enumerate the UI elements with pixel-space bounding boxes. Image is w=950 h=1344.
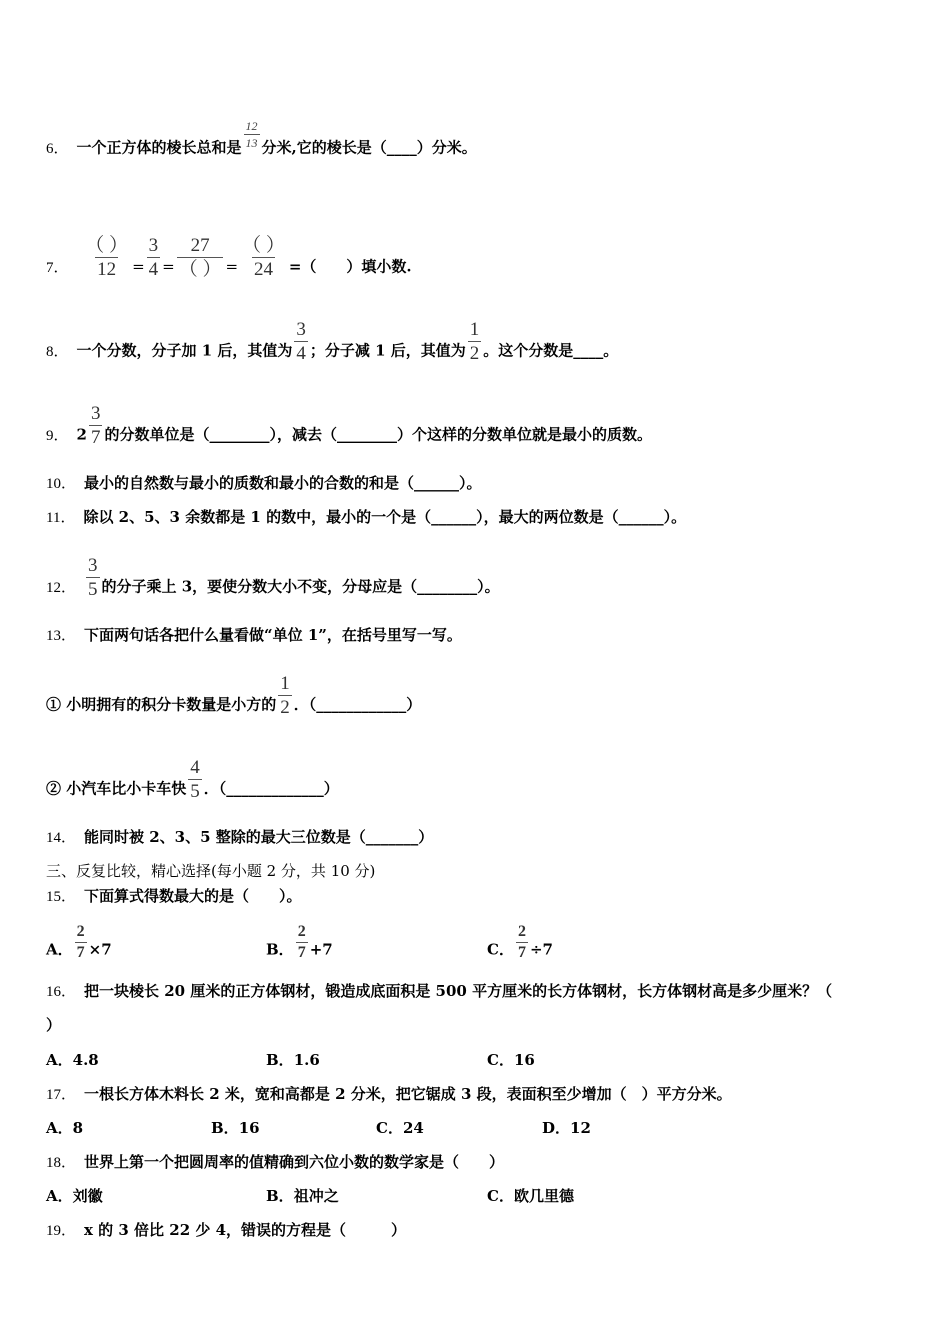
option-b[interactable]: B．16 — [211, 1119, 260, 1137]
question-12: 12． $\frac{3}{5}$ 的分子乘上 3，要使分数大小不变，分母应是（________）。 — [46, 555, 500, 600]
question-19: 19． x 的 3 倍比 22 少 4，错误的方程是（ ） — [46, 1221, 407, 1239]
fraction: $\frac{2}{7}$ — [517, 923, 526, 961]
question-13-item-2: ② 小汽车比小卡车快 $\frac{4}{5}$ ．（_____________） — [46, 757, 339, 802]
option-b[interactable]: B．祖冲之 — [266, 1187, 339, 1205]
fraction: $\frac{3}{7}$ — [90, 403, 101, 448]
section-heading: 三、反复比较，精心选择(每小题 2 分，共 10 分) — [46, 862, 376, 880]
option-a[interactable]: A．4.8 — [46, 1051, 99, 1069]
question-16-continued: ） — [46, 1016, 62, 1034]
question-17: 17． 一根长方体木料长 2 米，宽和高都是 2 分米，把它锯成 3 段，表面积至少增加（ ）平方分米。 — [46, 1085, 732, 1103]
fraction: $\frac{2}{7}$ — [76, 923, 85, 961]
option-a[interactable]: A．刘徽 — [46, 1187, 103, 1205]
option-c[interactable]: C．24 — [376, 1119, 424, 1137]
fraction: $\frac{3}{5}$ — [88, 555, 98, 600]
fraction: $\frac{27}{( )}$ — [178, 235, 222, 280]
option-c[interactable]: C．16 — [487, 1051, 535, 1069]
option-d[interactable]: D．12 — [542, 1119, 591, 1137]
question-9: 9． 2 $\frac{3}{7}$ 的分数单位是（________），减去（________）个这样的分数单位就是最小的质数。 — [46, 403, 652, 448]
question-14: 14． 能同时被 2、3、5 整除的最大三位数是（_______） — [46, 828, 434, 846]
question-13-item-1: ① 小明拥有的积分卡数量是小方的 $\frac{1}{2}$ ．（____________） — [46, 673, 422, 718]
fraction: $\frac{3}{4}$ — [148, 235, 159, 280]
fraction: $\frac{2}{7}$ — [297, 923, 306, 961]
fraction: $\frac{4}{5}$ — [190, 757, 200, 802]
fraction: $\frac{12}{13}$ — [245, 119, 258, 150]
question-8: 8． 一个分数，分子加 1 后，其值为 $\frac{3}{4}$ ；分子减 1 后，其值为 $\frac{1}{2}$ 。这个分数是____。 — [46, 319, 619, 364]
question-6: 6． 一个正方体的棱长总和是 $\frac{12}{13}$ 分米,它的棱长是（____）分米。 — [46, 119, 477, 157]
question-15: 15． 下面算式得数最大的是（ ）。 — [46, 887, 302, 905]
fraction: $\frac{1}{2}$ — [280, 673, 290, 718]
question-7: 7． $\frac{( )}{12}$ = $\frac{3}{4}$ = $\frac{27}{( )}$ = $\frac{( )}{24}$ =（ ）填小数. — [46, 235, 412, 280]
question-11: 11． 除以 2、5、3 余数都是 1 的数中，最小的一个是（______），最大的两位数是（______）。 — [46, 508, 687, 526]
question-13: 13． 下面两句话各把什么量看做“单位 1”，在括号里写一写。 — [46, 626, 462, 644]
fraction: $\frac{( )}{12}$ — [85, 235, 129, 280]
option-b[interactable]: B． $\frac{2}{7}$ +7 — [266, 923, 333, 961]
option-c[interactable]: C． $\frac{2}{7}$ ÷7 — [487, 923, 553, 961]
question-18: 18． 世界上第一个把圆周率的值精确到六位小数的数学家是（ ） — [46, 1153, 505, 1171]
option-b[interactable]: B．1.6 — [266, 1051, 320, 1069]
fraction: $\frac{( )}{24}$ — [242, 235, 285, 280]
question-16: 16． 把一块棱长 20 厘米的正方体钢材，锻造成底面积是 500 平方厘米的长方体钢材，长方体钢材高是多少厘米？（ — [46, 982, 833, 1000]
option-a[interactable]: A． $\frac{2}{7}$ ×7 — [46, 923, 112, 961]
fraction: $\frac{1}{2}$ — [469, 319, 480, 364]
fraction: $\frac{3}{4}$ — [296, 319, 306, 364]
question-10: 10． 最小的自然数与最小的质数和最小的合数的和是（______）。 — [46, 474, 482, 492]
option-c[interactable]: C．欧几里德 — [487, 1187, 574, 1205]
option-a[interactable]: A．8 — [46, 1119, 84, 1137]
